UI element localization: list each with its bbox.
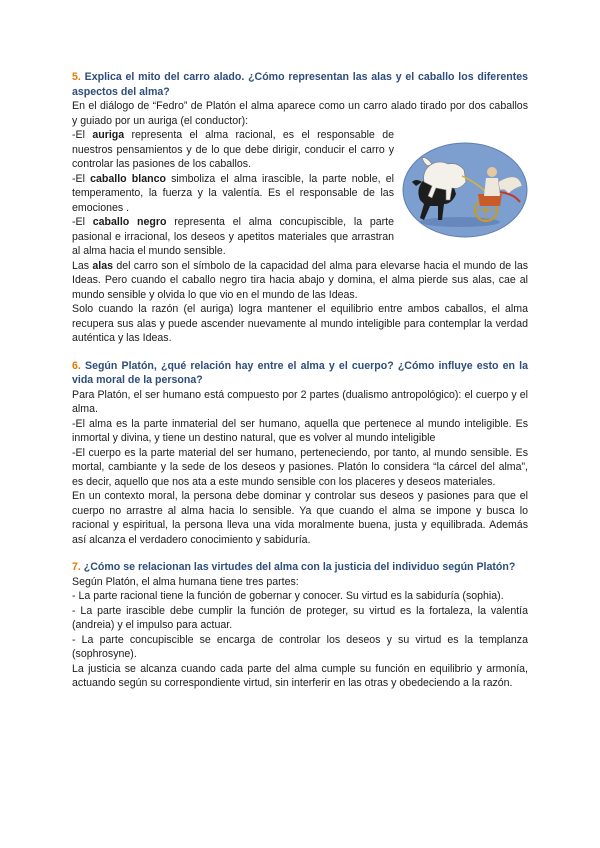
- s6-p4: En un contexto moral, la persona debe dominar y controlar sus deseos y pasiones para que el cuerpo no arrastre al alma hacia lo sensible. Ya que cuando el alma se impone y busca lo racional y espiritual, la persona lleva una vida moralmente buena, justa y equilibrada. Además así alcanza el verdadero conocimiento y sabiduría.: [72, 490, 528, 546]
- s6-p3: -El cuerpo es la parte material del ser humano, perteneciendo, por tanto, al mundo sensible. Es mortal, cambiante y la sede de los deseos y pasiones. Platón lo considera “la cárcel del alma”, es decir, aquello que nos ata a este mundo sensible con los placeres y deseos materiales.: [72, 446, 528, 488]
- winged-chariot-illustration: [402, 142, 528, 238]
- s5-blanco-text: simboliza el alma irascible, la parte noble, el temperamento, la fuerza y la valentía. Es el responsable de las emociones .: [72, 172, 395, 214]
- s5-alas-text: del carro son el símbolo de la capacidad del alma para elevarse hacia el mundo de las Ideas. Pero cuando el caballo negro tira hacia abajo y domina, el alma pierde sus alas, cae al mundo sensible y olvida lo que vio en el mundo de las Ideas.: [72, 259, 529, 301]
- question-7-number: 7.: [72, 561, 81, 573]
- s7-p4: - La parte concupiscible se encarga de controlar los deseos y su virtud es la templanza (sophrosyne).: [72, 633, 528, 660]
- s5-negro-text: representa el alma concupiscible, la parte pasional e irracional, los deseos y apetitos materiales que arrastran al alma hacia el mundo sensible.: [72, 216, 395, 257]
- question-7: [72, 560, 528, 575]
- s7-p1: Según Platón, el alma humana tiene tres partes:: [72, 575, 299, 588]
- s7-p2: - La parte racional tiene la función de gobernar y conocer. Su virtud es la sabiduría (sophia).: [72, 590, 504, 602]
- question-5: [72, 70, 528, 99]
- question-6: [72, 359, 528, 388]
- s5-negro-term: caballo negro: [92, 216, 167, 228]
- question-7-text: ¿Cómo se relacionan las virtudes del alma con la justicia del individuo según Platón?: [83, 561, 516, 573]
- question-6-number: 6.: [72, 359, 81, 372]
- s5-auriga-text: representa el alma racional, es el responsable de nuestros pensamientos y de lo que debe dirigir, conducir el carro y controlar las pasiones de los caballos.: [72, 129, 394, 170]
- question-6-text: Según Platón, ¿qué relación hay entre el alma y el cuerpo? ¿Cómo influye esto en la vida moral de la persona?: [72, 359, 529, 386]
- document-page: [72, 70, 528, 691]
- s5-blanco-term: caballo blanco: [90, 172, 166, 185]
- s5-alas-term: alas: [92, 259, 114, 272]
- question-5-text: Explica el mito del carro alado. ¿Cómo representan las alas y el caballo los diferentes aspectos del alma?: [72, 71, 528, 98]
- s6-p1: Para Platón, el ser humano está compuesto por 2 partes (dualismo antropológico): el cuerpo y el alma.: [72, 388, 528, 415]
- s7-p3: - La parte irascible debe cumplir la función de proteger, su virtud es la fortaleza, la valentía (andreia) y el impulso para actuar.: [72, 604, 528, 631]
- s5-auriga-prefix: -El: [72, 129, 93, 141]
- s5-negro-prefix: -El: [72, 216, 93, 228]
- s5-alas-prefix: Las: [72, 259, 93, 272]
- s7-p5: La justicia se alcanza cuando cada parte del alma cumple su función en equilibrio y armonía, actuando según su correspondiente virtud, sin interferir en las otras y obedeciendo a la razón.: [72, 662, 528, 689]
- s5-auriga-term: auriga: [92, 129, 125, 141]
- question-5-number: 5.: [72, 71, 81, 83]
- s5-intro: En el diálogo de “Fedro” de Platón el alma aparece como un carro alado tirado por dos caballos y guiado por un auriga (el conductor):: [72, 100, 528, 127]
- s6-p2: -El alma es la parte inmaterial del ser humano, aquella que pertenece al mundo inteligible. Es inmortal y divina, y tiene un destino natural, que es volver al mundo inteligible: [72, 417, 528, 444]
- s5-final: Solo cuando la razón (el auriga) logra mantener el equilibrio entre ambos caballos, el alma recupera sus alas y puede ascender nuevamente al mundo inteligible para contemplar la verdad auténtica y las Ideas.: [72, 303, 528, 344]
- s5-alas: [72, 259, 528, 303]
- s5-blanco-prefix: -El: [72, 172, 91, 185]
